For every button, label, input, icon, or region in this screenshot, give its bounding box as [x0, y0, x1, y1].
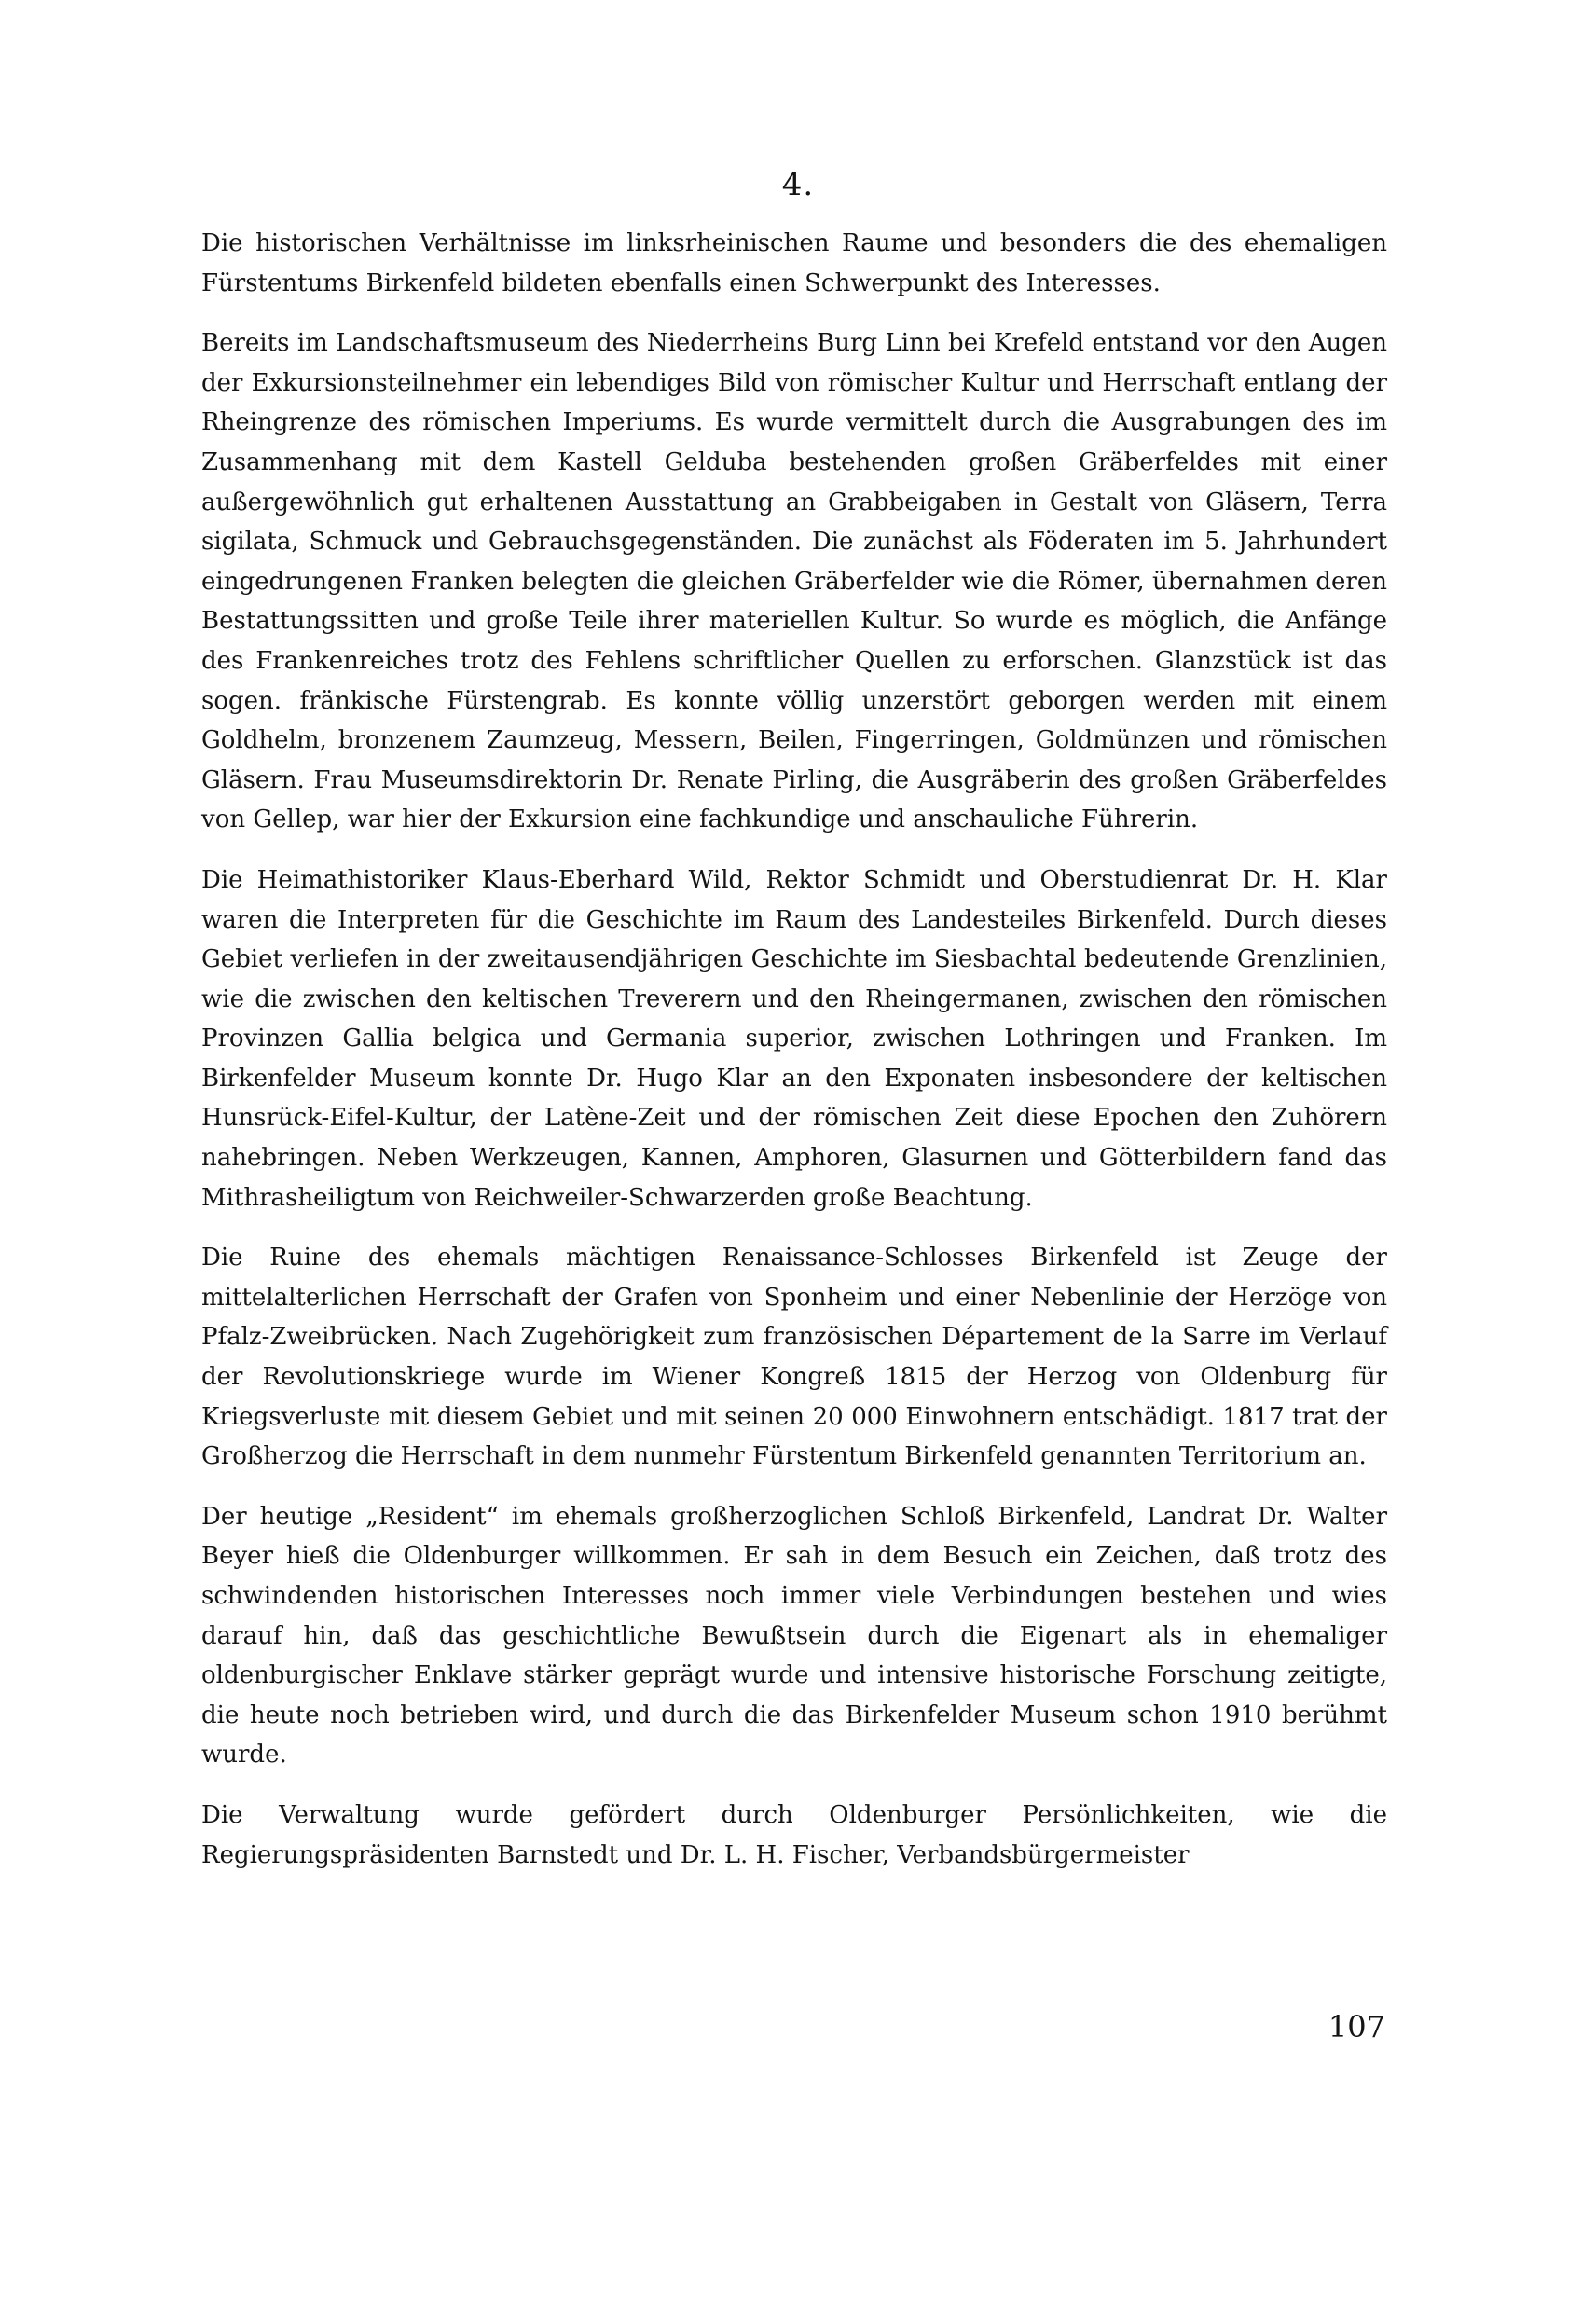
paragraph-4: Die Ruine des ehemals mächtigen Renaissance-Schlosses Birkenfeld ist Zeuge der mittelalterlichen Herrschaft der Grafen von Sponheim und einer Nebenlinie der Herzöge von Pfalz-Zweibrücken. Nach Zugehörigkeit zum französischen Département de la Sarre im Verlauf der Revolutionskriege wurde im Wiener Kongreß 1815 der Herzog von Oldenburg für Kriegsverluste mit diesem Gebiet und mit seinen 20 000 Einwohnern entschädigt. 1817 trat der Großherzog die Herrschaft in dem nunmehr Fürstentum Birkenfeld genannten Territorium an. — [201, 1244, 1387, 1471]
text-body — [201, 224, 1387, 1895]
paragraph-1: Die historischen Verhältnisse im linksrheinischen Raume und besonders die des ehemaligen Fürstentums Birkenfeld bildeten ebenfalls einen Schwerpunkt des Interesses. — [201, 229, 1387, 297]
paragraph-5: Der heutige „Resident“ im ehemals großherzoglichen Schloß Birkenfeld, Landrat Dr. Walter Beyer hieß die Oldenburger willkommen. Er sah in dem Besuch ein Zeichen, daß trotz des schwindenden historischen Interesses noch immer viele Verbindungen bestehen und wies darauf hin, daß das geschichtliche Bewußtsein durch die Eigenart als in ehemaliger oldenburgischer Enklave stärker geprägt wurde und intensive historische Forschung zeitigte, die heute noch betrieben wird, und durch die das Birkenfelder Museum schon 1910 berühmt wurde. — [201, 1502, 1387, 1769]
page-number: 107 — [1328, 2009, 1385, 2044]
paragraph-6: Die Verwaltung wurde gefördert durch Oldenburger Persönlichkeiten, wie die Regierungspräsidenten Barnstedt und Dr. L. H. Fischer, Verbandsbürgermeister — [201, 1800, 1387, 1869]
section-number: 4. — [781, 166, 815, 203]
paragraph-2: Bereits im Landschaftsmuseum des Niederrheins Burg Linn bei Krefeld entstand vor den Augen der Exkursionsteilnehmer ein lebendiges Bild von römischer Kultur und Herrschaft entlang der Rheingrenze des römischen Imperiums. Es wurde vermittelt durch die Ausgrabungen des im Zusammenhang mit dem Kastell Gelduba bestehenden großen Gräberfeldes mit einer außergewöhnlich gut erhaltenen Ausstattung an Grabbeigaben in Gestalt von Gläsern, Terra sigilata, Schmuck und Gebrauchsgegenständen. Die zunächst als Föderaten im 5. Jahrhundert eingedrungenen Franken belegten die gleichen Gräberfelder wie die Römer, übernahmen deren Bestattungssitten und große Teile ihrer materiellen Kultur. So wurde es möglich, die Anfänge des Frankenreiches trotz des Fehlens schriftlicher Quellen zu erforschen. Glanzstück ist das sogen. fränkische Fürstengrab. Es konnte völlig unzerstört geborgen werden mit einem Goldhelm, bronzenem Zaumzeug, Messern, Beilen, Fingerringen, Goldmünzen und römischen Gläsern. Frau Museumsdirektorin Dr. Renate Pirling, die Ausgräberin des großen Gräberfeldes von Gellep, war hier der Exkursion eine fachkundige und anschauliche Führerin. — [201, 329, 1387, 834]
paragraph-3: Die Heimathistoriker Klaus-Eberhard Wild, Rektor Schmidt und Oberstudienrat Dr. H. Klar waren die Interpreten für die Geschichte im Raum des Landesteiles Birkenfeld. Durch dieses Gebiet verliefen in der zweitausendjährigen Geschichte im Siesbachtal bedeutende Grenzlinien, wie die zwischen den keltischen Treverern und den Rheingermanen, zwischen den römischen Provinzen Gallia belgica und Germania superior, zwischen Lothringen und Franken. Im Birkenfelder Museum konnte Dr. Hugo Klar an den Exponaten insbesondere der keltischen Hunsrück-Eifel-Kultur, der Latène-Zeit und der römischen Zeit diese Epochen den Zuhörern nahebringen. Neben Werkzeugen, Kannen, Amphoren, Glasurnen und Götterbildern fand das Mithrasheiligtum von Reichweiler-Schwarzerden große Beachtung. — [201, 865, 1387, 1212]
